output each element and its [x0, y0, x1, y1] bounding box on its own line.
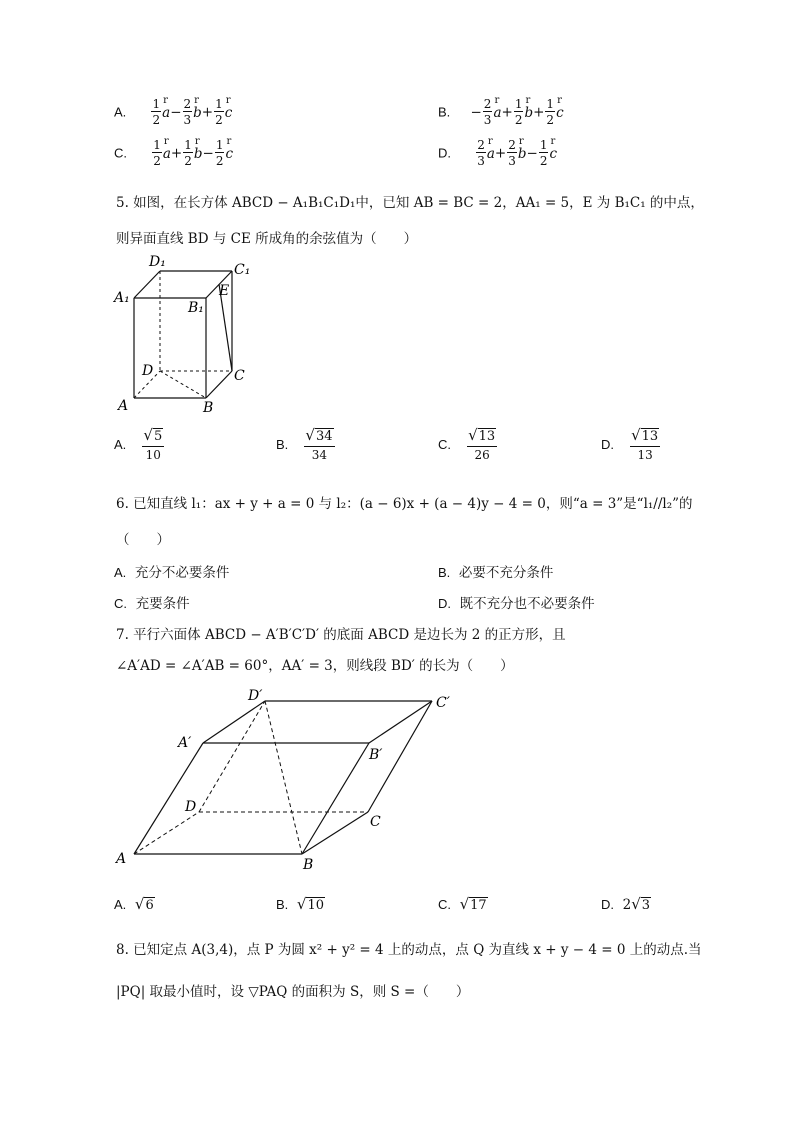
edge-BC [206, 371, 232, 398]
label-bprime: B′ [369, 747, 383, 763]
q8-stem-line2: |PQ| 取最小值时，设 ▽PAQ 的面积为 S，则 S =（ ） [116, 984, 470, 1000]
q5-stem-line2: 则异面直线 BD 与 CE 所成角的余弦值为（ ） [116, 231, 418, 247]
q7-stem-line2: ∠A′AD = ∠A′AB = 60°，AA′ = 3，则线段 BD′ 的长为（ ） [116, 658, 514, 674]
label-d1: D₁ [149, 254, 166, 270]
q7-option-b[interactable]: B. √ 10 [276, 895, 324, 913]
fraction: $\frac{1}{2}$ [546, 97, 555, 127]
edge-B'C' [369, 701, 432, 743]
q6-stem-line1: 6. 已知直线 l₁：ax + y + a = 0 与 l₂：(a − 6)x + (a − 4)y − 4 = 0，则“a = 3”是“l₁//l₂”的 [116, 496, 693, 512]
edge-BC [302, 812, 368, 854]
edge-DD' [199, 701, 265, 812]
option-letter: C. [114, 145, 127, 161]
fraction: $\frac{2}{3}$ [483, 97, 492, 127]
label-aprime: A′ [178, 735, 192, 751]
fraction: $\frac{1}{2}$ [215, 97, 223, 127]
segment-BD' [265, 701, 302, 854]
q4-option-a[interactable]: A. $\frac{1}{2}$ r a− $\frac{2}{3}$ r b+ $\frac{1}{2}$ r c [114, 98, 232, 126]
q7-stem-line1: 7. 平行六面体 ABCD − A′B′C′D′ 的底面 ABCD 是边长为 2 的正方形，且 [116, 627, 566, 643]
fraction: $\frac{1}{2}$ [215, 138, 224, 168]
edge-AD [134, 812, 199, 854]
edge-A1D1 [134, 271, 160, 298]
q5-option-a[interactable]: A. √ 5 10 [114, 426, 163, 462]
q7-option-a[interactable]: A. √ 6 [114, 895, 154, 913]
fraction: $\frac{2}{3}$ [477, 138, 485, 168]
label-a: A [118, 398, 129, 414]
label-cprime: C′ [436, 695, 450, 711]
q4-option-b[interactable]: B. − $\frac{2}{3}$ r a+ $\frac{1}{2}$ r b+ $\frac{1}{2}$ r c [438, 98, 564, 126]
label-c: C [234, 368, 245, 384]
label-b: B [303, 857, 314, 873]
q6-option-a[interactable]: A. 充分不必要条件 [114, 565, 230, 581]
label-c1: C₁ [234, 262, 251, 278]
label-d: D [185, 799, 197, 815]
label-b: B [203, 400, 214, 416]
label-e: E [219, 283, 230, 299]
q6-option-b[interactable]: B. 必要不充分条件 [438, 565, 554, 581]
fraction: $\frac{2}{3}$ [508, 138, 516, 168]
edge-BB' [302, 743, 369, 854]
edge-A'D' [203, 701, 265, 743]
q8-stem-line1: 8. 已知定点 A(3,4)，点 P 为圆 x² + y² = 4 上的动点，点 Q 为直线 x + y − 4 = 0 上的动点.当 [116, 942, 702, 958]
label-c: C [370, 814, 381, 830]
label-a: A [116, 851, 127, 867]
fraction: $\frac{1}{2}$ [184, 138, 192, 168]
q6-stem-line2: （ ） [116, 532, 170, 548]
q7-parallelepiped-figure [110, 685, 460, 875]
option-letter: B. [438, 104, 451, 120]
fraction: $\frac{1}{2}$ [153, 138, 161, 168]
fraction: $\frac{1}{2}$ [514, 97, 523, 127]
q5-option-b[interactable]: B. √ 34 34 [276, 426, 333, 462]
q4-option-d[interactable]: D. $\frac{2}{3}$ r a+ $\frac{2}{3}$ r b− $\frac{1}{2}$ r c [438, 139, 557, 167]
label-a1: A₁ [114, 290, 130, 306]
fraction: $\frac{2}{3}$ [183, 97, 192, 127]
q5-option-c[interactable]: C. √ 13 26 [438, 426, 496, 462]
segment-BD [160, 371, 206, 398]
option-letter: A. [114, 104, 127, 120]
fraction: $\frac{1}{2}$ [539, 138, 548, 168]
q5-option-d[interactable]: D. √ 13 13 [601, 426, 659, 462]
q7-option-d[interactable]: D. 2 √ 3 [601, 895, 651, 913]
q5-cuboid-figure [110, 250, 260, 420]
fraction: $\frac{1}{2}$ [152, 97, 161, 127]
label-d: D [142, 363, 154, 379]
label-dprime: D′ [248, 688, 263, 704]
q4-option-c[interactable]: C. $\frac{1}{2}$ r a+ $\frac{1}{2}$ r b− $\frac{1}{2}$ r c [114, 139, 233, 167]
q5-stem-line1: 5. 如图，在长方体 ABCD − A₁B₁C₁D₁中，已知 AB = BC = 2，AA₁ = 5，E 为 B₁C₁ 的中点， [116, 195, 704, 211]
option-letter: D. [438, 145, 451, 161]
q6-option-d[interactable]: D. 既不充分也不必要条件 [438, 596, 595, 612]
q7-option-c[interactable]: C. √ 17 [438, 895, 487, 913]
label-b1: B₁ [188, 300, 204, 316]
q6-option-c[interactable]: C. 充要条件 [114, 596, 190, 612]
